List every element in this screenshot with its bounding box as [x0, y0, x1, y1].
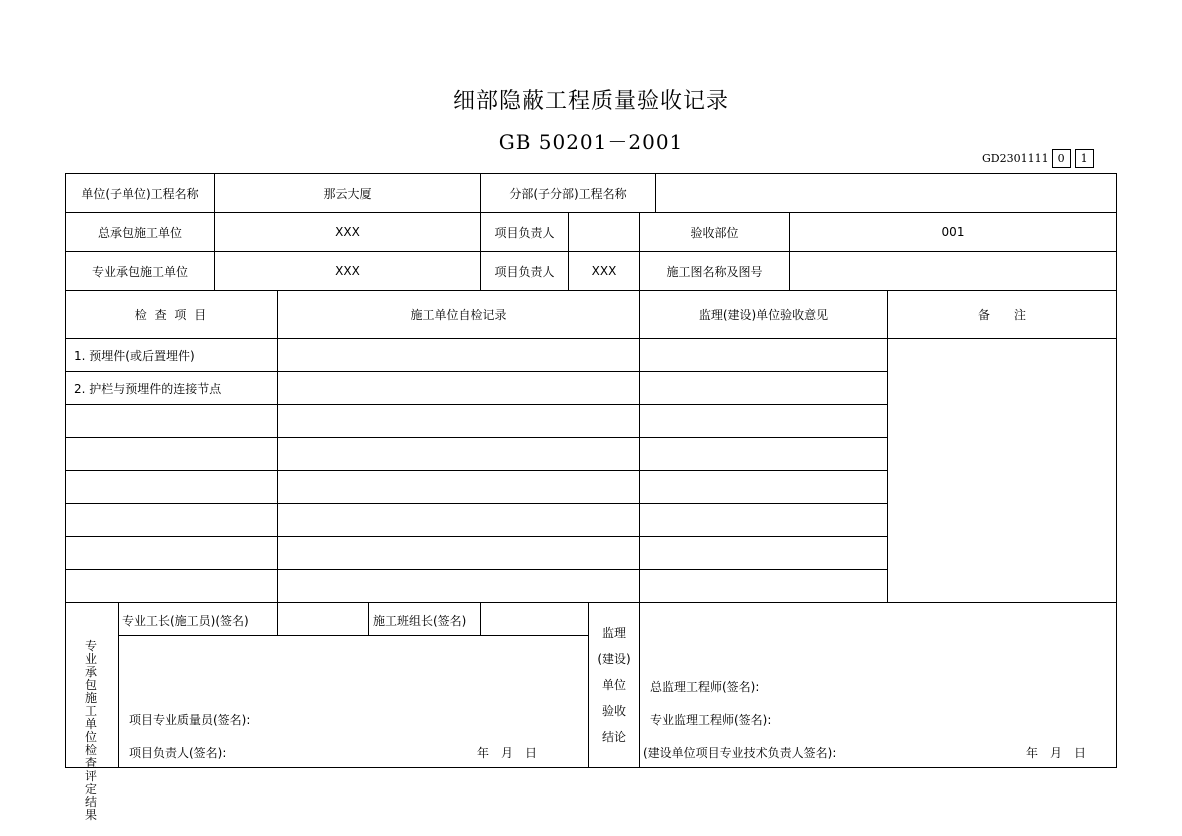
- table-row-item[interactable]: [66, 504, 277, 536]
- project-leader-sign-label: 项目负责人(签名):: [129, 746, 227, 760]
- quality-officer-label: 项目专业质量员(签名):: [129, 713, 251, 727]
- table-row-item[interactable]: [66, 471, 277, 503]
- special-engineer-label: 专业监理工程师(签名):: [650, 713, 772, 727]
- table-row-item[interactable]: 1. 预埋件(或后置埋件): [74, 348, 195, 363]
- special-contractor-label: 专业承包施工单位: [91, 264, 188, 279]
- chief-engineer-label: 总监理工程师(签名):: [650, 680, 760, 694]
- project-leader-value-2[interactable]: XXX: [591, 264, 617, 278]
- acceptance-part-label: 验收部位: [690, 225, 739, 240]
- table-row-item[interactable]: [66, 570, 277, 602]
- form-code: [982, 148, 1094, 168]
- table-row-item[interactable]: [66, 438, 277, 470]
- project-name-label: 单位(子单位)工程名称: [81, 186, 199, 201]
- drawing-label: 施工图名称及图号: [666, 264, 763, 279]
- standard-code: GB 50201－2001: [498, 130, 684, 154]
- form-code-box-1: 0: [1052, 149, 1071, 168]
- date-right: 年 月 日: [1026, 746, 1087, 760]
- owner-tech-label: (建设单位项目专业技术负责人签名):: [643, 746, 837, 760]
- table-row-item[interactable]: [66, 537, 277, 569]
- col-header-supervision: 监理(建设)单位验收意见: [698, 308, 829, 322]
- project-leader-label-2: 项目负责人: [494, 264, 555, 279]
- form-code-prefix: GD2301111: [982, 151, 1049, 165]
- project-leader-label-1: 项目负责人: [494, 225, 555, 240]
- special-contractor-value[interactable]: XXX: [335, 264, 360, 278]
- supervision-conclusion-label: 监理 (建设) 单位 验收 结论: [597, 626, 631, 744]
- acceptance-part-value[interactable]: 001: [941, 225, 965, 239]
- drawing-value[interactable]: [790, 252, 1116, 290]
- col-header-self-check: 施工单位自检记录: [410, 308, 507, 322]
- form-code-box-2: 1: [1075, 149, 1094, 168]
- subproject-label: 分部(子分部)工程名称: [509, 186, 627, 201]
- document-title: 细部隐蔽工程质量验收记录: [452, 89, 729, 114]
- general-contractor-value[interactable]: XXX: [335, 225, 360, 239]
- date-left: 年 月 日: [477, 746, 538, 760]
- foreman-label: 专业工长(施工员)(签名): [122, 614, 249, 628]
- table-row-item[interactable]: [66, 405, 277, 437]
- col-header-item: 检 查 项 目: [134, 308, 209, 322]
- col-header-remark: 备 注: [977, 308, 1026, 322]
- contractor-result-vertical-label: 专 业 承 包 施 工 单 位 检 查 评 定 结 果: [84, 639, 97, 822]
- team-leader-label: 施工班组长(签名): [373, 614, 467, 628]
- project-leader-value-1[interactable]: [569, 213, 639, 251]
- project-name-value[interactable]: 那云大厦: [323, 186, 372, 201]
- subproject-value[interactable]: [656, 174, 1116, 212]
- general-contractor-label: 总承包施工单位: [97, 225, 182, 240]
- table-row-item[interactable]: 2. 护栏与预埋件的连接节点: [74, 381, 222, 396]
